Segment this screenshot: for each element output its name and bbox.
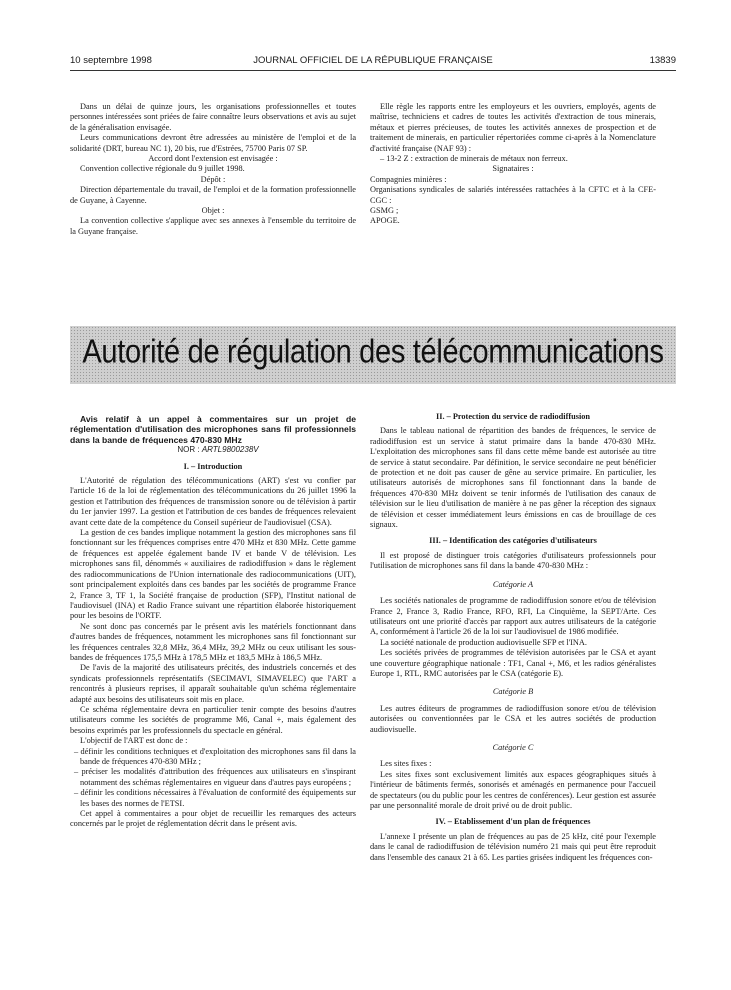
header-date: 10 septembre 1998 [70,55,152,66]
paragraph: Ne sont donc pas concernés par le présent avis les matériels fonctionnant dans d'autres bandes de fréquences, notamment les microphones sans fil fonctionnant sur les fréquences centrales 32,8 MHz, 36,4 MHz, 39,2 MHz ou ceux utilisant les sous-bandes de fréquences 175,5 MHz à 178,5 MHz et 183,5 MHz à 186,5 MHz. [70,621,356,662]
paragraph: Direction départementale du travail, de l'emploi et de la formation professionnelle de Guyane, à Cayenne. [70,185,356,205]
paragraph: Ce schéma réglementaire devra en particulier tenir compte des besoins d'autres utilisateurs comme les sociétés de programme M6, Canal +, mais également des besoins exprimés par les professionnels du spectacle en général. [70,704,356,735]
list-item: – définir les conditions techniques et d'exploitation des microphones sans fil dans la bande de fréquences 470-830 MHz ; [74,746,356,766]
main-left-column [70,414,356,830]
paragraph: Cet appel à commentaires a pour objet de recueillir les remarques des acteurs concernés par le projet de réglementation décrit dans le présent avis. [70,809,356,829]
paragraph: Elle règle les rapports entre les employeurs et les ouvriers, employés, agents de maîtrise, techniciens et cadres de toutes les activités d'extraction de tous minerais, métaux et pierres précieuses, de toutes les activités annexes de prospection et de traitement de minerais, en particulier répertoriées comme ci-après à la Nomenclature d'activité française (NAF 93) : [370,102,656,153]
paragraph: L'Autorité de régulation des télécommunications (ART) s'est vu confier par l'article 16 de la loi de réglementation des télécommunications du 26 juillet 1996 la gestion et l'attribution des fréquences de transmission sonore ou de télévision à partir du 1er janvier 1997. La gestion et l'attribution de ces bandes de fréquences relevaient avant cette date de la compétence du Conseil supérieur de l'audiovisuel (CSA). [70,476,356,527]
paragraph: Compagnies minières : [370,174,447,184]
paragraph: Les sociétés privées de programmes de télévision autorisées par le CSA et ayant une couverture géographique nationale : TF1, Canal +, M6, et les radios généralistes Europe 1, RTL, RMC autorisées par le CSA (catégorie E). [370,648,656,678]
list-item: – définir les conditions nécessaires à l'évaluation de conformité des équipements sur les bases des normes de l'ETSI. [74,788,356,808]
header-rule [70,70,676,71]
paragraph: Les sociétés nationales de programme de radiodiffusion sonore et/ou de télévision France 2, France 3, Radio France, RFO, RFI, La Cinquième, la SEPT/Arte. Ces utilisateurs ont une priorité d'accès par rapport aux autres utilisateurs de la catégorie A, conformément à l'article 26 de la loi sur l'audiovisuel de 1986 modifiée. [370,596,656,637]
category-heading: Catégorie B [492,687,534,697]
paragraph: Les sites fixes : [380,759,432,769]
running-header [70,55,676,69]
paragraph: L'annexe I présente un plan de fréquences au pas de 25 kHz, cité pour l'exemple dans le canal de radiodiffusion de télévision numéro 21 mais qui peut être reproduit dans l'ensemble des canaux 21 à 65. Les parties grisées indiquent les fréquences con- [370,831,656,862]
nor-code: ARTL9800238V [201,445,259,455]
paragraph: La gestion de ces bandes implique notamment la gestion des microphones sans fil fonctionnant sur les fréquences comprises entre 470 MHz et 830 MHz. Cette gamme de fréquences est appelée également bande IV et bande V de télévision. Les microphones sans fil, dénommés « auxiliaires de radiodiffusion » dans le règlement des radiocommunications de l'Union internationale des radiocommunications (UIT), sont principalement exploités dans ces bandes par les sociétés de programme France 2, France 3, TF 1, la Société française de production (SFP), l'Institut national de l'audiovisuel (INA) et Radio France suivant une répartition élaborée historiquement pour les besoins de l'ORTF. [70,528,356,621]
top-right-column [370,102,656,227]
paragraph: Dans le tableau national de répartition des bandes de fréquences, le service de radiodiffusion est un service à statut primaire dans la bande 470-830 MHz. L'exploitation des microphones sans fil dans cette même bande est autorisée au titre de service à statut secondaire. Par définition, le service secondaire ne peut bénéficier de protection et ne doit pas causer de gêne au service primaire. En particulier, les utilisateurs autorisés de microphones sans fil fonctionnant dans la bande de fréquences 470-830 MHz doivent se tenir informés de l'utilisation des canaux de télévision sur le lieu d'utilisation de manière à ne pas gêner la réception des signaux de télévision et cesser immédiatement leurs émissions en cas de brouillage de ces signaux. [370,426,656,530]
paragraph: L'objectif de l'ART est donc de : [80,736,188,746]
paragraph: La société nationale de production audiovisuelle SFP et l'INA. [380,637,587,647]
section-heading: IV. – Etablissement d'un plan de fréquences [435,817,591,827]
nor-reference [70,445,356,455]
paragraph: Signataires : [492,164,534,174]
section-heading: III. – Identification des catégories d'utilisateurs [429,536,597,546]
banner-title: Autorité de régulation des télécommunications [82,333,664,371]
notice-title: Avis relatif à un appel à commentaires sur un projet de réglementation d'utilisation des microphones sans fil professionnels dans la bande de fréquences 470-830 MHz [70,414,356,445]
paragraph: GSMG ; [370,206,399,216]
paragraph: APOGE. [370,216,400,226]
paragraph: De l'avis de la majorité des utilisateurs précités, des industriels concernés et des syndicats professionnels représentatifs (SECIMAVI, SIMAVELEC) que l'ART a rencontrés à plusieurs reprises, il apparaît souhaitable qu'un schéma réglementaire adapté aux besoins des utilisateurs soit mis en place. [70,663,356,704]
category-heading: Catégorie C [492,742,534,752]
paragraph: Il est proposé de distinguer trois catégories d'utilisateurs professionnels pour l'utilisation de microphones sans fil dans la bande 470-830 MHz : [370,550,656,571]
paragraph: Organisations syndicales de salariés intéressées rattachées à la CFTC et à la CFE-CGC : [370,185,656,205]
paragraph: Dépôt : [200,174,226,184]
paragraph: Convention collective régionale du 9 juillet 1998. [80,164,245,174]
list-item: – préciser les modalités d'attribution des fréquences aux utilisateurs en s'inspirant notamment des schémas réglementaires en vigueur dans d'autres pays européens ; [74,767,356,787]
section-heading: II. – Protection du service de radiodiffusion [435,412,591,421]
paragraph: La convention collective s'applique avec ses annexes à l'ensemble du territoire de la Guyane française. [70,216,356,236]
paragraph: Les sites fixes sont exclusivement limités aux espaces géographiques situés à l'intérieur de bâtiments fermés, sonorisés et aménagés en permanence pour l'accueil de spectateurs (ou du public pour les centres de conférences). Leur gestion est assurée par une personnalité morale de droit privé ou de droit public. [370,769,656,810]
main-right-column [370,406,656,863]
paragraph: Leurs communications devront être adressées au ministère de l'emploi et de la solidarité (DRT, bureau NC 1), 20 bis, rue d'Estrées, 75700 Paris 07 SP. [70,133,356,153]
category-heading: Catégorie A [492,579,534,589]
paragraph: Objet : [201,206,225,216]
nor-label: NOR : [177,445,200,455]
section-banner [70,326,676,384]
top-left-column [70,102,356,237]
paragraph: Accord dont l'extension est envisagée : [148,154,278,164]
paragraph: Les autres éditeurs de programmes de radiodiffusion sonore et/ou de télévision autorisées ou conventionnées par le CSA et les autres sociétés de production audiovisuelle. [370,703,656,734]
paragraph: Dans un délai de quinze jours, les organisations professionnelles et toutes personnes intéressées sont priées de faire connaître leurs observations et avis au sujet de la généralisation envisagée. [70,102,356,132]
header-journal-title: JOURNAL OFFICIEL DE LA RÉPUBLIQUE FRANÇAISE [253,55,493,66]
header-page-number: 13839 [649,55,676,66]
paragraph: – 13-2 Z : extraction de minerais de métaux non ferreux. [380,154,568,164]
section-heading: I. – Introduction [183,461,243,471]
